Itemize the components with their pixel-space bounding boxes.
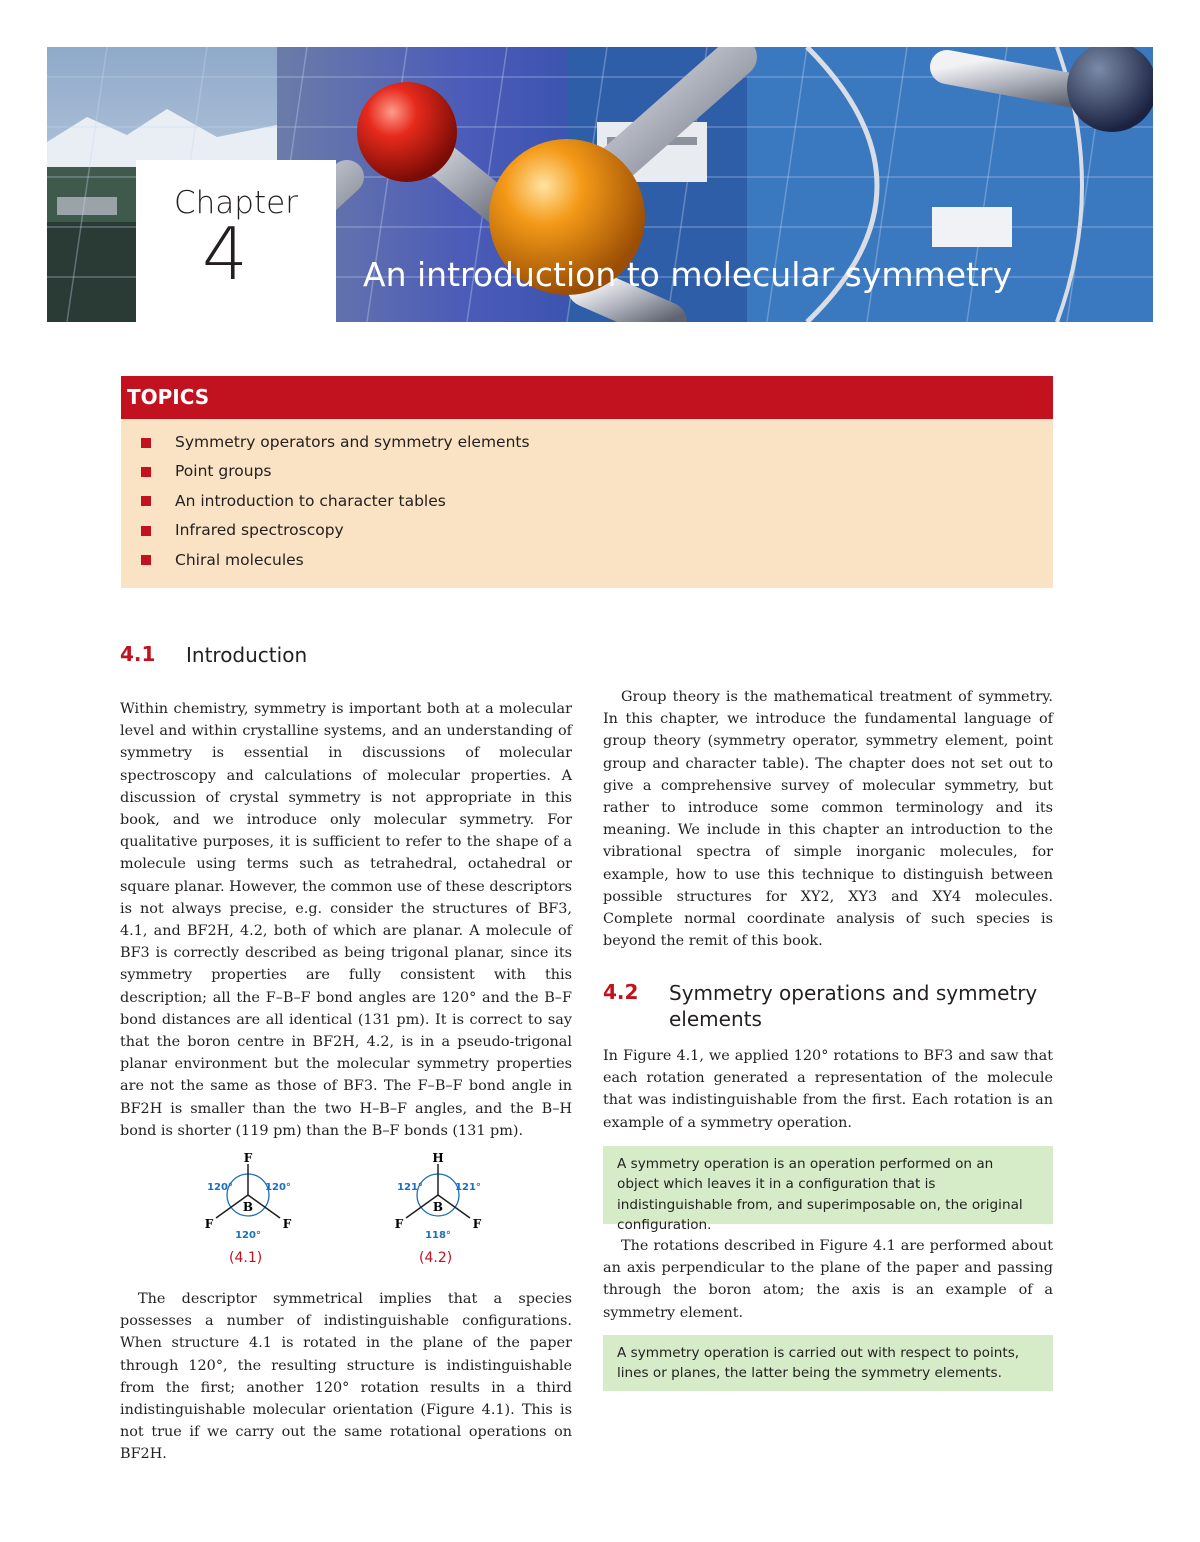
symmetry-text: The rotations described in Figure 4.1 are performed about an axis perpendicular to the plane of the paper and passing through the boron atom; the axis is an example of a symmetry element. (603, 1238, 1053, 1321)
square-bullet-icon (141, 526, 151, 536)
intro-text: Within chemistry, symmetry is important both at a molecular level and within crystalline systems, and an understanding of symmetry is essential in discussions of molecular spectroscopy and calculations of molecular properties. A discussion of crystal symmetry is not appropriate in this book, and we introduce only molecular symmetry. For qualitative purposes, it is sufficient to refer to the shape of a molecule using terms such as tetrahedral, octahedral or square planar. However, the common use of these descriptors is not always precise, e.g. consider the structures of BF3, 4.1, and BF2H, 4.2, both of which are planar. A molecule of BF3 is correctly described as being trigonal planar, since its symmetry properties are fully consistent with this description; all the F–B–F bond angles are 120° and the B–F bond distances are all identical (131 pm). It is correct to say that the boron centre in BF2H, 4.2, is in a pseudo-trigonal planar environment but the molecular symmetry properties are not the same as those of BF3. The F–B–F bond angle in BF2H is smaller than the two H–B–F angles, and the B–H bond is shorter (119 pm) than the B–F bonds (131 pm). (120, 701, 572, 1139)
square-bullet-icon (141, 467, 151, 477)
bond-angle-label: 120° (265, 1182, 291, 1193)
topic-item: Point groups (141, 457, 1053, 486)
bond-angle-label: 121° (397, 1182, 423, 1193)
chapter-word: Chapter (174, 185, 298, 221)
section-title: Introduction (186, 643, 308, 667)
intro-text: Group theory is the mathematical treatment of symmetry. In this chapter, we introduce the fundamental language of group theory (symmetry operator, symmetry element, point group and character table). The chapter does not set out to give a comprehensive survey of molecular symmetry, but rather to introduce some common terminology and its meaning. We include in this chapter an introduction to the vibrational spectra of simple inorganic molecules, for example, how to use this technique to distinguish between possible structures for XY2, XY3 and XY4 molecules. Complete normal coordinate analysis of such species is beyond the remit of this book. (603, 689, 1053, 950)
topic-item: An introduction to character tables (141, 487, 1053, 516)
chapter-title: An introduction to molecular symmetry (363, 255, 1013, 294)
definition-box (603, 1335, 1053, 1391)
topics-box (121, 376, 1053, 588)
intro-paragraph-3 (603, 686, 1053, 952)
intro-text: The descriptor symmetrical implies that a species possesses a number of indistinguishable configurations. When structure 4.1 is rotated in the plane of the paper through 120°, the resulting structure is indistinguishable from the first; another 120° rotation results in a third indistinguishable molecular orientation (Figure 4.1). This is not true if we carry out the same rotational operations on BF2H. (120, 1291, 572, 1463)
structure-4-2 (386, 1150, 496, 1240)
atom-label: B (242, 1200, 254, 1214)
bond-angle-label: 118° (425, 1230, 451, 1240)
section-number: 4.2 (603, 980, 639, 1004)
symmetry-paragraph-1 (603, 1045, 1053, 1134)
definition-text: A symmetry operation is an operation performed on an object which leaves it in a configuration that is indistinguishable from, and superimposable on, the original configuration. (617, 1156, 1023, 1234)
topic-item: Infrared spectroscopy (141, 516, 1053, 545)
square-bullet-icon (141, 438, 151, 448)
atom-label: F (243, 1151, 253, 1165)
structure-4-1 (196, 1150, 306, 1240)
topics-list (121, 419, 1053, 575)
bond-angle-label: 121° (455, 1182, 481, 1193)
structure-label: (4.1) (229, 1250, 263, 1266)
definition-text: A symmetry operation is carried out with respect to points, lines or planes, the latter being the symmetry elements. (617, 1345, 1020, 1382)
chapter-label-box (136, 160, 336, 322)
intro-paragraph-2 (120, 1288, 572, 1466)
atom-label: F (282, 1217, 292, 1231)
intro-paragraph-1 (120, 698, 572, 1142)
chapter-number: 4 (202, 212, 248, 296)
atom-label: H (432, 1151, 444, 1165)
atom-label: F (204, 1217, 214, 1231)
atom-label: B (432, 1200, 444, 1214)
square-bullet-icon (141, 555, 151, 565)
section-heading-4-2 (603, 980, 1059, 1032)
atom-label: F (394, 1217, 404, 1231)
atom-label: F (472, 1217, 482, 1231)
bond-angle-label: 120° (235, 1230, 261, 1240)
symmetry-paragraph-2 (603, 1235, 1053, 1324)
symmetry-text: In Figure 4.1, we applied 120° rotations to BF3 and saw that each rotation generated a representation of the molecule that was indistinguishable from the first. Each rotation is an example of a symmetry operation. (603, 1048, 1053, 1131)
section-title: Symmetry operations and symmetry elements (669, 981, 1038, 1031)
structure-label: (4.2) (419, 1250, 453, 1266)
topics-heading: TOPICS (121, 376, 1053, 419)
section-number: 4.1 (120, 642, 156, 666)
section-heading-4-1 (120, 642, 307, 668)
definition-box (603, 1146, 1053, 1234)
topic-item: Chiral molecules (141, 546, 1053, 575)
bond-angle-label: 120° (207, 1182, 233, 1193)
square-bullet-icon (141, 496, 151, 506)
topic-item: Symmetry operators and symmetry elements (141, 428, 1053, 457)
